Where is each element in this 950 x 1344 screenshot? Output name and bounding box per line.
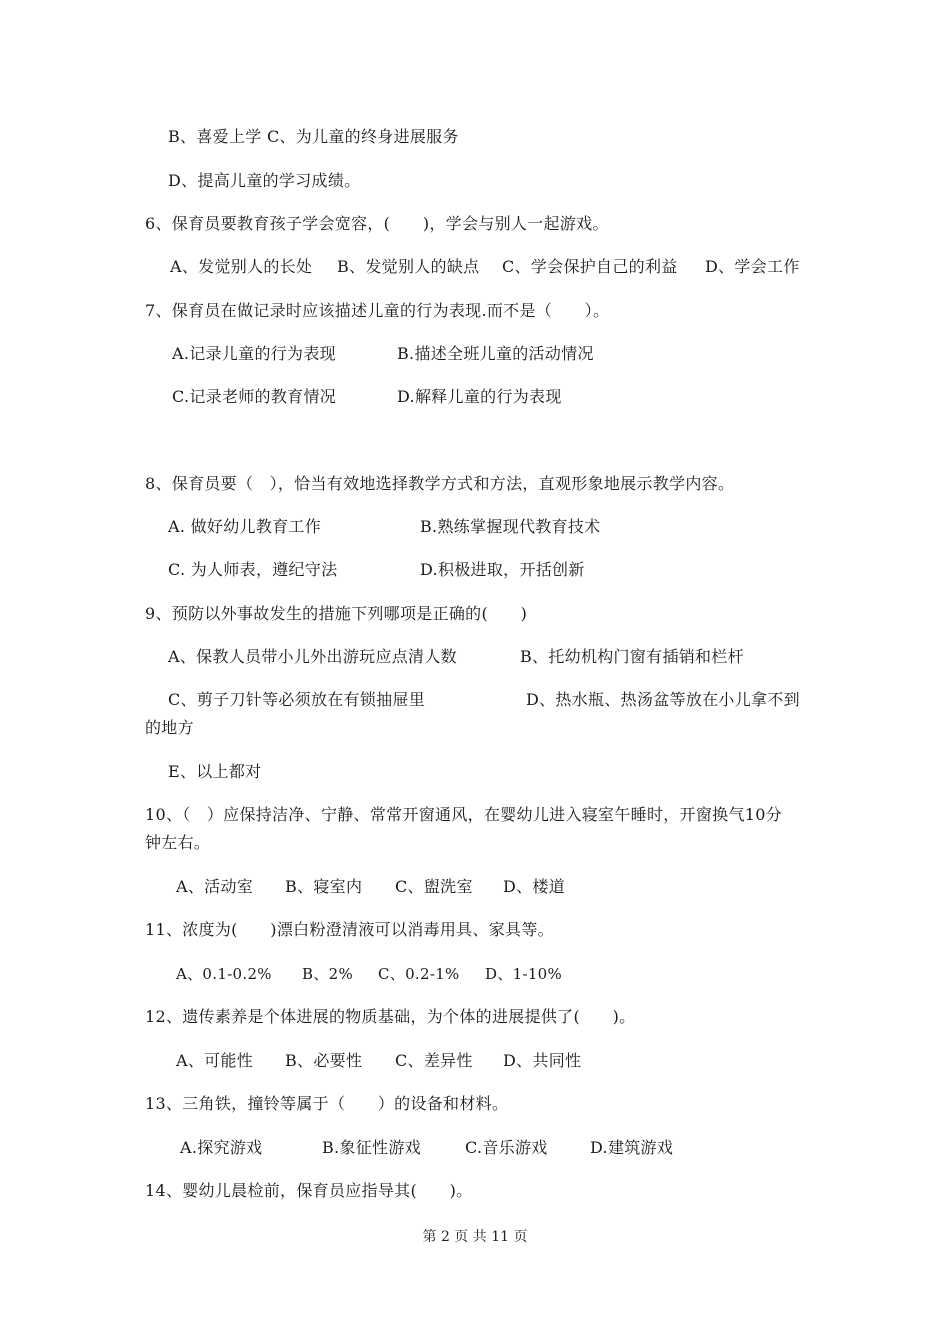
q12-option-b: B、必要性 <box>285 1051 363 1070</box>
q10-option-c: C、盥洗室 <box>395 877 473 896</box>
q8-option-a: A. 做好幼儿教育工作 <box>168 517 322 536</box>
q5-option-d: D、提高儿童的学习成绩。 <box>168 171 361 190</box>
q7-option-a: A.记录儿童的行为表现 <box>172 344 336 363</box>
q7-stem: 7、保育员在做记录时应该描述儿童的行为表现.而不是（ ）。 <box>145 301 610 320</box>
q9-stem: 9、预防以外事故发生的措施下列哪项是正确的( ) <box>145 604 528 623</box>
q6-option-a: A、发觉别人的长处 <box>170 257 313 276</box>
q7-option-c: C.记录老师的教育情况 <box>172 387 337 406</box>
q13-option-c: C.音乐游戏 <box>465 1138 548 1157</box>
q13-stem: 13、三角铁，撞铃等属于（ ）的设备和材料。 <box>145 1094 509 1113</box>
q13-option-b: B.象征性游戏 <box>322 1138 421 1157</box>
q8-option-c: C. 为人师表，遵纪守法 <box>168 560 338 579</box>
q14-stem: 14、婴幼儿晨检前，保育员应指导其( )。 <box>145 1181 473 1200</box>
page-number-footer: 第 2 页 共 11 页 <box>422 1229 528 1245</box>
q8-option-d: D.积极进取，开括创新 <box>420 560 585 579</box>
q9-option-e: E、以上都对 <box>168 762 262 781</box>
q10-stem-line1: 10、（ ）应保持洁净、宁静、常常开窗通风，在婴幼儿进入寝室午睡时，开窗换气10分 <box>145 805 783 824</box>
q10-stem-line2: 钟左右。 <box>145 833 211 852</box>
q6-option-b: B、发觉别人的缺点 <box>337 257 480 276</box>
q8-stem: 8、保育员要（ ），恰当有效地选择教学方式和方法，直观形象地展示教学内容。 <box>145 474 735 493</box>
q9-option-d-line1: D、热水瓶、热汤盆等放在小儿拿不到 <box>526 690 800 709</box>
q11-option-d: D、1-10% <box>485 965 563 983</box>
q13-option-a: A.探究游戏 <box>180 1138 263 1157</box>
q6-option-d: D、学会工作 <box>705 257 800 276</box>
q6-stem: 6、保育员要教育孩子学会宽容，( )，学会与别人一起游戏。 <box>145 214 609 233</box>
q6-option-c: C、学会保护自己的利益 <box>502 257 678 276</box>
q11-stem: 11、浓度为( )漂白粉澄清液可以消毒用具、家具等。 <box>145 920 554 939</box>
q12-option-c: C、差异性 <box>395 1051 473 1070</box>
q9-option-a: A、保教人员带小儿外出游玩应点清人数 <box>168 647 457 666</box>
q9-option-c: C、剪子刀针等必须放在有锁抽屉里 <box>168 690 426 709</box>
q11-option-b: B、2% <box>302 965 354 983</box>
q7-option-b: B.描述全班儿童的活动情况 <box>397 344 594 363</box>
q12-stem: 12、遗传素养是个体进展的物质基础，为个体的进展提供了( )。 <box>145 1007 636 1026</box>
q10-option-a: A、活动室 <box>176 877 254 896</box>
q10-option-d: D、楼道 <box>503 877 566 896</box>
q5-option-bc: B、喜爱上学 C、为儿童的终身进展服务 <box>168 127 459 146</box>
q9-option-d-line2: 的地方 <box>145 718 194 737</box>
q11-option-a: A、0.1-0.2% <box>176 965 272 983</box>
q7-option-d: D.解释儿童的行为表现 <box>397 387 562 406</box>
q10-option-b: B、寝室内 <box>285 877 363 896</box>
q8-option-b: B.熟练掌握现代教育技术 <box>420 517 601 536</box>
q12-option-d: D、共同性 <box>503 1051 582 1070</box>
q9-option-b: B、托幼机构门窗有插销和栏杆 <box>520 647 744 666</box>
q11-option-c: C、0.2-1% <box>378 965 460 983</box>
q13-option-d: D.建筑游戏 <box>590 1138 674 1157</box>
q12-option-a: A、可能性 <box>176 1051 254 1070</box>
